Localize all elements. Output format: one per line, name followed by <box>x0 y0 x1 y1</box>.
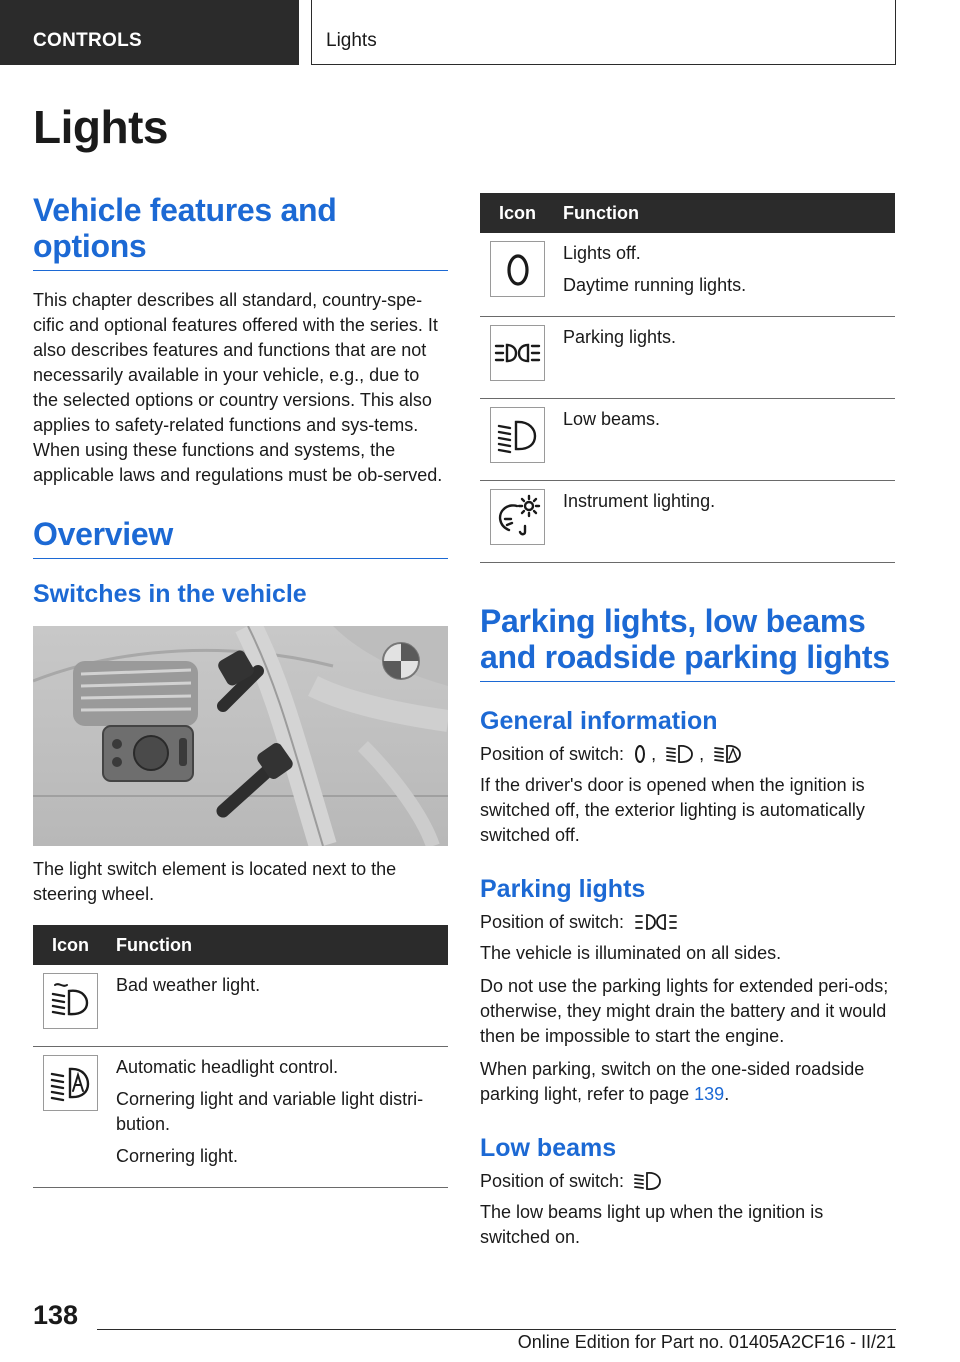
function-text: Automatic headlight control. <box>116 1057 339 1077</box>
function-text: Low beams. <box>563 409 661 429</box>
automatic-headlight-icon <box>43 1055 98 1111</box>
low-beams-icon <box>665 743 695 765</box>
parking-lights-icon <box>490 325 545 381</box>
function-text: Instrument lighting. <box>563 491 716 511</box>
instrument-lighting-icon <box>490 489 545 545</box>
left-column <box>33 192 448 1188</box>
parking-lights-text-1: The vehicle is illuminated on all sides. <box>480 943 782 963</box>
table-header-icon: Icon <box>33 925 108 965</box>
page-reference-link[interactable]: 139 <box>694 1084 725 1104</box>
switch-position-label: Position of switch: <box>480 744 625 764</box>
table-row <box>480 233 895 317</box>
switches-heading: Switches in the vehicle <box>33 580 307 608</box>
table-row <box>33 965 448 1047</box>
low-beams-switch-position <box>480 1169 895 1194</box>
vehicle-features-heading: Vehicle features and options <box>33 192 448 271</box>
header-section-tab <box>0 0 299 65</box>
footer-edition: Online Edition for Part no. 01405A2CF16 - II/21 <box>517 1332 896 1352</box>
header-chapter-label: Lights <box>326 30 377 51</box>
lights-off-icon <box>633 743 647 765</box>
parking-lights-text-3-end: . <box>724 1084 730 1104</box>
footer-divider <box>97 1329 896 1330</box>
table-header-icon: Icon <box>480 193 555 233</box>
separator: , <box>699 744 705 764</box>
parking-lights-heading: Parking lights <box>480 875 646 903</box>
function-text: Cornering light and variable light distri-bution. <box>116 1089 424 1134</box>
parking-lights-text-3 <box>480 1057 895 1107</box>
header-section-label: CONTROLS <box>33 30 143 51</box>
lights-off-icon <box>490 241 545 297</box>
parking-lights-text-3-body: When parking, switch on the one-sided roadside parking light, refer to page <box>480 1059 865 1104</box>
separator: , <box>651 744 657 764</box>
general-information-heading: General information <box>480 707 718 735</box>
low-beams-icon <box>490 407 545 463</box>
function-text: Lights off. <box>563 243 641 263</box>
parking-lights-icon <box>633 911 679 933</box>
low-beams-heading: Low beams <box>480 1134 617 1162</box>
parking-lights-text-2: Do not use the parking lights for extended peri-ods; otherwise, they might drain the battery and it would then be impossible to start the engine. <box>480 976 889 1046</box>
table-row <box>480 317 895 399</box>
header-chapter-tab <box>311 0 896 65</box>
vehicle-features-text: This chapter describes all standard, country-spe-cific and optional features offered with the series. It also describes features and functions that are not necessarily available in your vehicle, e.g., due to the selected options or country versions. This also applies to safety-related functions and sys-tems. When using these functions and systems, the applicable laws and regulations must be ob-served. <box>33 290 443 485</box>
parking-low-beams-heading: Parking lights, low beams and roadside parking lights <box>480 603 895 682</box>
low-beams-text: The low beams light up when the ignition is switched on. <box>480 1202 824 1247</box>
page-number: 138 <box>33 1300 79 1330</box>
function-text: Daytime running lights. <box>563 275 747 295</box>
general-information-text: If the driver's door is opened when the ignition is switched off, the exterior lighting is automatically switched off. <box>480 775 865 845</box>
parking-switch-position <box>480 910 895 935</box>
low-beams-icon <box>633 1170 663 1192</box>
overview-heading: Overview <box>33 516 448 559</box>
function-text: Cornering light. <box>116 1146 239 1166</box>
table-header-function: Function <box>555 193 895 233</box>
table-row <box>33 1047 448 1188</box>
switch-position-label: Position of switch: <box>480 912 625 932</box>
table-header-function: Function <box>108 925 448 965</box>
right-column <box>480 193 895 1250</box>
function-text: Bad weather light. <box>116 975 261 995</box>
switch-caption: The light switch element is located next to the steering wheel. <box>33 859 397 904</box>
table-row <box>480 399 895 481</box>
page-title: Lights <box>33 101 168 153</box>
general-switch-positions <box>480 742 895 767</box>
automatic-headlight-icon <box>713 743 743 765</box>
right-icon-table <box>480 193 895 563</box>
switch-position-label: Position of switch: <box>480 1171 625 1191</box>
bad-weather-light-icon <box>43 973 98 1029</box>
table-row <box>480 481 895 563</box>
function-text: Parking lights. <box>563 327 677 347</box>
left-icon-table <box>33 925 448 1188</box>
light-switch-photo <box>33 626 448 846</box>
